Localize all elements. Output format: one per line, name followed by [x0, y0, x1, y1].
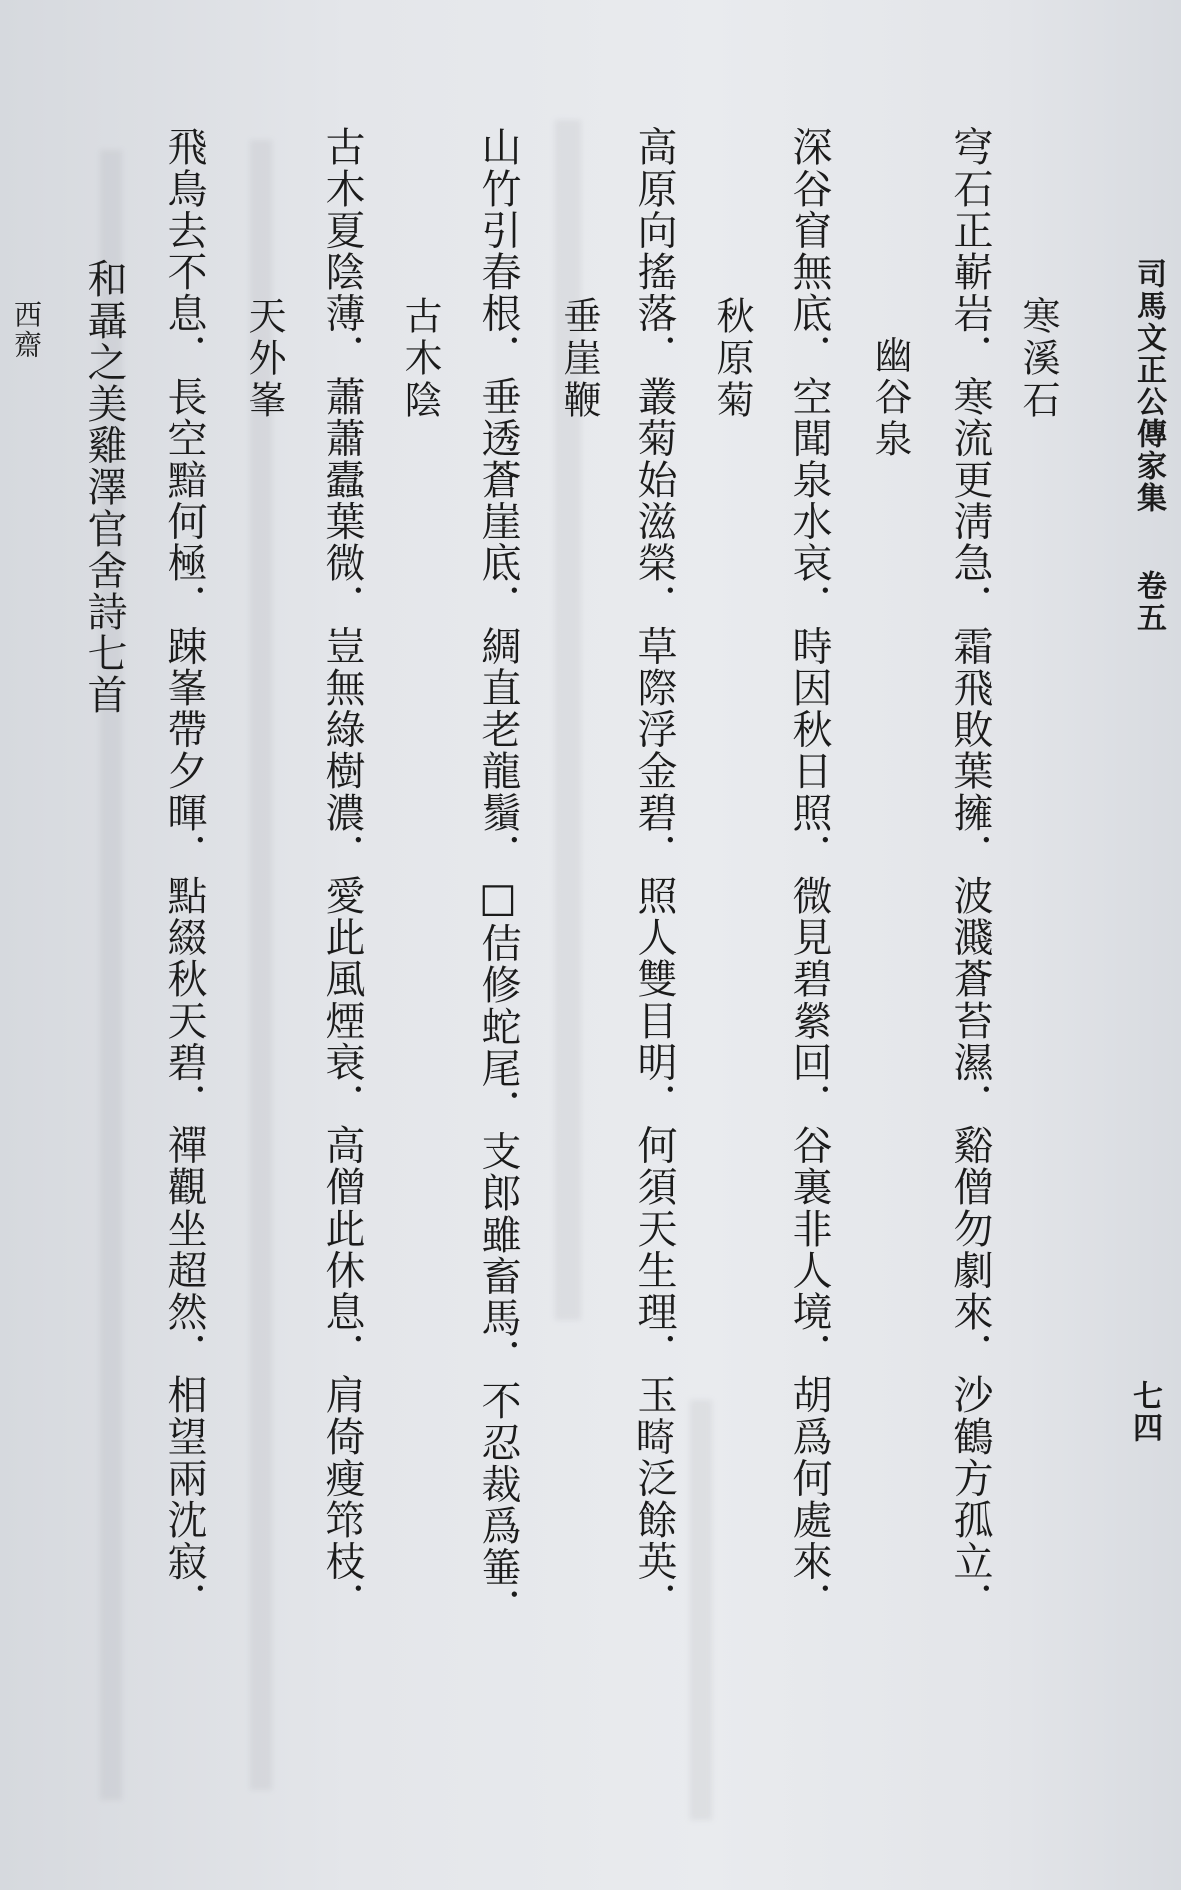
poem-title: 古木陰	[398, 296, 442, 422]
show-through-shadow	[690, 1400, 712, 1820]
poem-line: 古木夏陰薄．蕭蕭蠹葉微．豈無綠樹濃．愛此風煙衰．高僧此休息．肩倚瘦筇枝．	[319, 126, 365, 1624]
poem-line: 飛鳥去不息．長空黯何極．踈峯帶夕暉．點綴秋天碧．禪觀坐超然．相望兩沈寂．	[161, 126, 207, 1624]
poem-line: 高原向搖落．叢菊始滋榮．草際浮金碧．照人雙目明．何須天生理．玉𥊘泛餘英．	[631, 126, 677, 1624]
poem-title: 秋原菊	[710, 296, 754, 422]
poem-title: 幽谷泉	[868, 335, 912, 461]
poem-line: 穹石正嶄岩．寒流更淸急．霜飛敗葉擁．波濺蒼苔濕．谿僧勿劇來．沙鶴方孤立．	[947, 126, 993, 1624]
section-heading: 和聶之美雞澤官舍詩七首	[81, 258, 127, 716]
poem-title: 天外峯	[242, 296, 286, 422]
volume-label: 卷五	[1131, 570, 1166, 634]
poem-line: 山竹引春根．垂透蒼崖底．綢直老龍鬚．□佶修蛇尾．支郎雖畜馬．不忍裁爲箠．	[475, 126, 521, 1630]
poem-title: 寒溪石	[1016, 296, 1060, 422]
poem-title: 垂崖鞭	[557, 296, 601, 422]
poem-line: 深谷窅無底．空聞泉水哀．時因秋日照．微見碧縈回．谷裏非人境．胡爲何處來．	[786, 126, 832, 1624]
book-title: 司馬文正公傳家集	[1131, 258, 1166, 514]
subsection-heading: 西齋	[10, 300, 43, 360]
page-number: 七四	[1127, 1380, 1162, 1444]
